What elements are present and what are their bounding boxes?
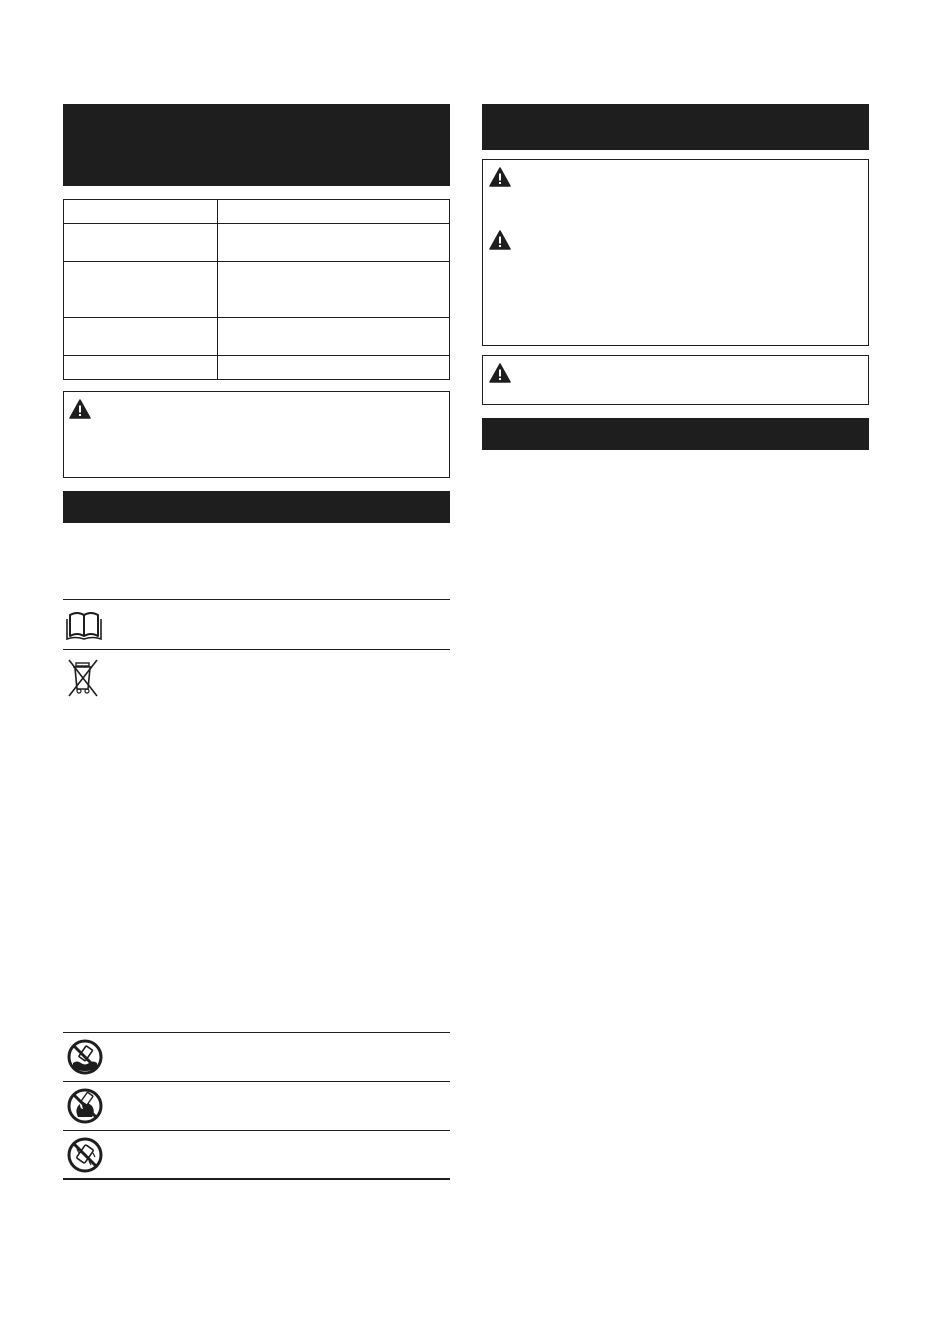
symbols-section-header [63,491,450,523]
spec-label [64,318,218,356]
spec-label [64,200,218,224]
symbols-section-title [63,491,450,503]
spec-label [64,356,218,380]
left-title-text [63,104,450,116]
table-row [64,200,450,224]
divider [63,1178,450,1180]
warning-icon [489,363,511,383]
divider [63,649,450,650]
warning-icon [69,399,91,419]
right-section-title [482,418,869,430]
spec-value [218,356,450,380]
spec-value [218,262,450,318]
right-section-header [482,418,869,450]
manual-book-icon [65,606,103,644]
no-water-icon [66,1038,104,1076]
divider [63,1032,450,1033]
divider [63,599,450,600]
right-title-text [482,104,869,116]
warning-icon [489,167,511,187]
spec-label [64,224,218,262]
right-warning-box-1 [482,159,869,346]
table-row [64,356,450,380]
right-title-block [482,104,869,150]
spec-label [64,262,218,318]
right-warning-box-2 [482,355,869,405]
warning-icon [489,230,511,250]
table-row [64,318,450,356]
divider [63,1081,450,1082]
no-rain-icon [66,1136,104,1174]
left-title-block [63,104,450,186]
table-row [64,224,450,262]
table-row [64,262,450,318]
spec-value [218,200,450,224]
no-fire-icon [66,1087,104,1125]
left-warning-box [63,391,450,478]
divider [63,1130,450,1131]
crossed-out-bin-icon [64,656,102,700]
specifications-table [63,199,450,380]
spec-value [218,318,450,356]
spec-value [218,224,450,262]
